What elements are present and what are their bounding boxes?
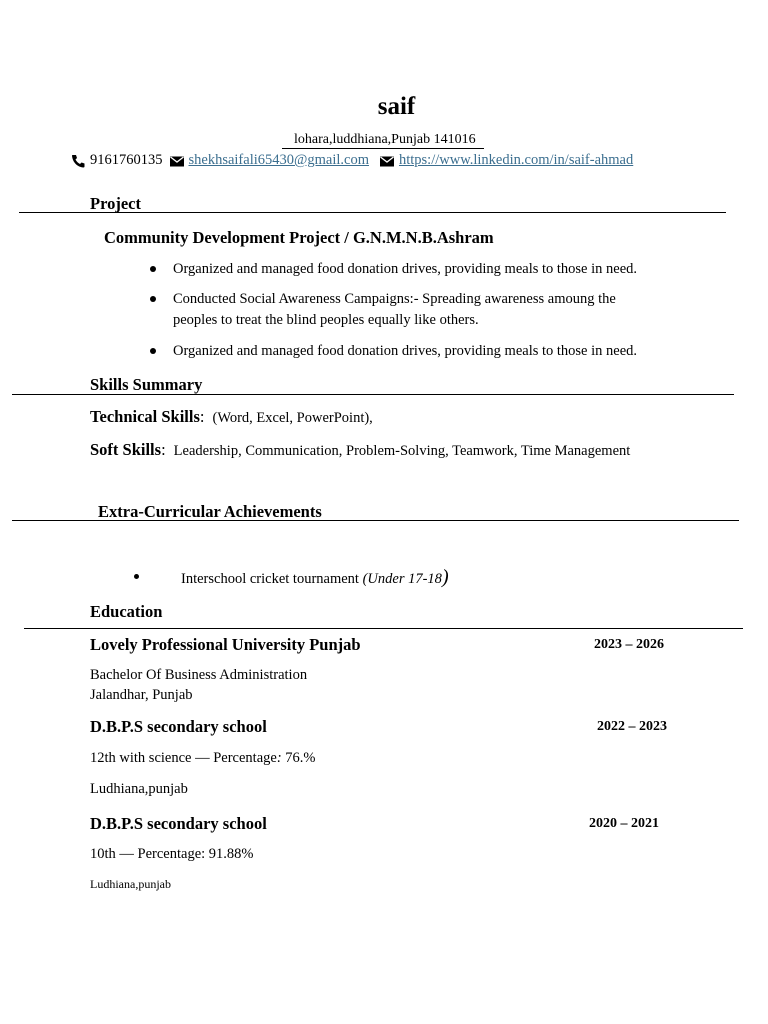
- skills-divider: [12, 394, 734, 395]
- education-years-2: 2022 – 2023: [597, 719, 667, 734]
- bullet-icon: [134, 574, 139, 579]
- education-detail-2: 12th with science — Percentage: 76.%: [90, 750, 316, 766]
- phone-number: 9161760135: [90, 152, 163, 168]
- skills-heading: Skills Summary: [90, 375, 203, 394]
- email-link[interactable]: shekhsaifali65430@gmail.com: [188, 152, 369, 168]
- soft-skills-label: Soft Skills: [90, 440, 162, 459]
- technical-skills-row: Technical Skills : (Word, Excel, PowerPoint),: [90, 407, 373, 426]
- email-icon: [169, 154, 185, 168]
- bullet-icon: [150, 266, 156, 272]
- education-school-1: Lovely Professional University Punjab: [90, 635, 361, 654]
- education-location-2: Ludhiana,punjab: [90, 781, 188, 797]
- education-heading: Education: [90, 602, 163, 621]
- extracurricular-heading: Extra-Curricular Achievements: [98, 502, 322, 521]
- education-divider: [24, 628, 743, 629]
- education-degree-1: Bachelor Of Business Administration: [90, 667, 308, 683]
- education-detail-3: 10th — Percentage: 91.88%: [90, 846, 254, 862]
- bullet-icon: [150, 296, 156, 302]
- phone-icon: [70, 154, 86, 168]
- project-bullet-3: Organized and managed food donation drives, providing meals to those in need.: [173, 343, 638, 359]
- technical-skills-value: (Word, Excel, PowerPoint),: [212, 410, 373, 426]
- project-bullet-1: Organized and managed food donation drives, providing meals to those in need.: [173, 261, 638, 277]
- project-title: Community Development Project / G.N.M.N.B.Ashram: [104, 228, 494, 247]
- project-divider: [19, 212, 726, 213]
- soft-skills-row: Soft Skills : Leadership, Communication, Problem-Solving, Teamwork, Time Management: [90, 440, 631, 459]
- address: lohara,luddhiana,Punjab 141016: [282, 131, 484, 149]
- education-years-1: 2023 – 2026: [594, 637, 664, 652]
- education-location-3: Ludhiana,punjab: [90, 877, 171, 891]
- education-school-3: D.B.P.S secondary school: [90, 814, 267, 833]
- linkedin-link[interactable]: https://www.linkedin.com/in/saif-ahmad: [398, 152, 634, 168]
- candidate-name: saif: [377, 93, 416, 120]
- project-bullet-2: Conducted Social Awareness Campaigns:- Spreading awareness amoung the peoples to treat the blind peoples equally like others.: [173, 291, 616, 328]
- project-heading: Project: [90, 194, 141, 213]
- education-years-3: 2020 – 2021: [589, 816, 659, 831]
- education-location-1: Jalandhar, Punjab: [90, 687, 193, 703]
- contact-line: [70, 152, 633, 169]
- education-school-2: D.B.P.S secondary school: [90, 717, 267, 736]
- technical-skills-label: Technical Skills: [90, 407, 200, 426]
- soft-skills-value: Leadership, Communication, Problem-Solving, Teamwork, Time Management: [173, 443, 631, 459]
- bullet-icon: [150, 348, 156, 354]
- extracurricular-divider: [12, 520, 739, 521]
- extracurricular-item: Interschool cricket tournament (Under 17-18): [181, 566, 449, 588]
- linkedin-mail-icon: [379, 154, 395, 168]
